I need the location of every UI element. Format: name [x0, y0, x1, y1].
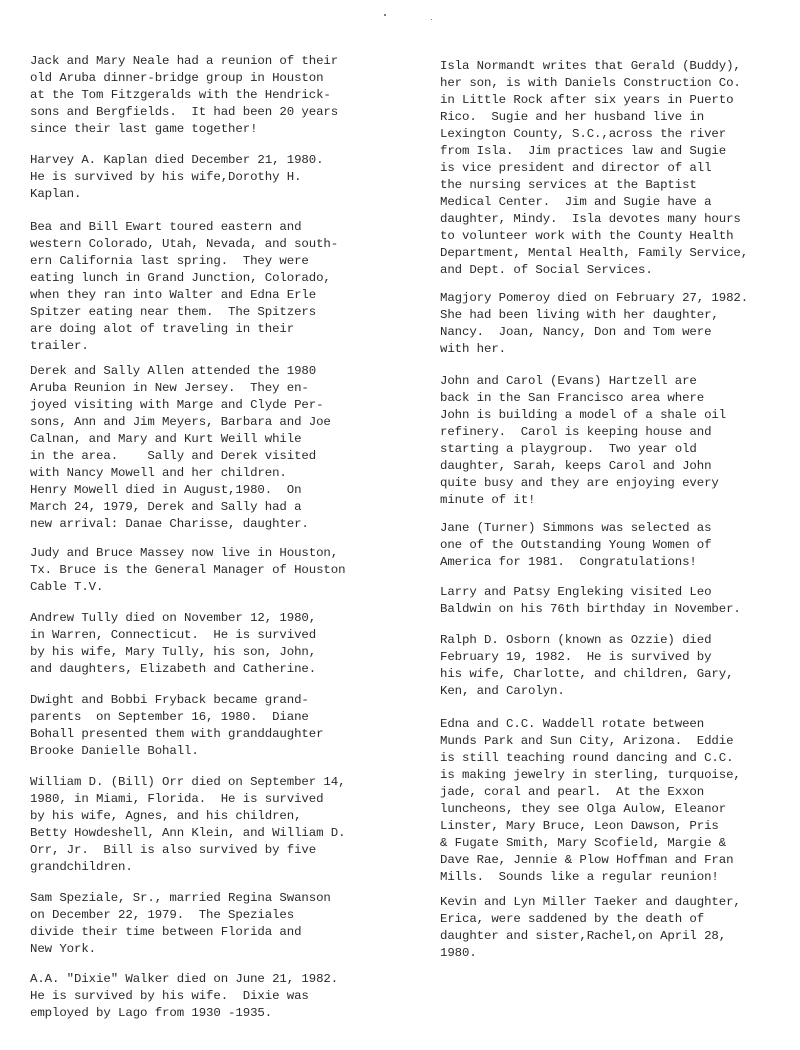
news-item-taeker-family: Kevin and Lyn Miller Taeker and daughter, Erica, were saddened by the death of daughter and sister,Rachel,on April 28, 1980.: [440, 895, 741, 960]
news-item-pomeroy-obituary: Magjory Pomeroy died on February 27, 1982. She had been living with her daughter, Nancy. Joan, Nancy, Don and Tom were with her.: [440, 291, 749, 356]
news-item-orr-obituary: William D. (Bill) Orr died on September 14, 1980, in Miami, Florida. He is survived by his wife, Agnes, and his children, Betty Howdeshell, Ann Klein, and William D. Orr, Jr. Bill is also survived by five grandchildren.: [30, 775, 346, 874]
news-item-waddell-arizona: Edna and C.C. Waddell rotate between Munds Park and Sun City, Arizona. Eddie is still teaching round dancing and C.C. is making jewelry in sterling, turquoise, jade, coral and pearl. At the Exxon luncheons, they see Olga Aulow, Eleanor Linster, Mary Bruce, Leon Dawson, Pris & Fugate Smith, Mary Scofield, Margie & Dave Rae, Jennie & Plow Hoffman and Fran Mills. Sounds like a regular reunion!: [440, 717, 741, 884]
news-item-walker-obituary: A.A. "Dixie" Walker died on June 21, 1982. He is survived by his wife. Dixie was employed by Lago from 1930 -1935.: [30, 972, 339, 1020]
news-item-engleking-visit: Larry and Patsy Engleking visited Leo Baldwin on his 76th birthday in November.: [440, 585, 741, 616]
scan-speck: [384, 14, 386, 16]
news-item-neale-reunion: Jack and Mary Neale had a reunion of their old Aruba dinner-bridge group in Houston at the Tom Fitzgeralds with the Hendrick- sons and Bergfields. It had been 20 years since their last game together!: [30, 54, 339, 136]
news-item-hartzell-family: John and Carol (Evans) Hartzell are back in the San Francisco area where John is building a model of a shale oil refinery. Carol is keeping house and starting a playgroup. Two year old daughter, Sarah, keeps Carol and John quite busy and they are enjoying every minute of it!: [440, 374, 727, 507]
news-item-simmons-award: Jane (Turner) Simmons was selected as one of the Outstanding Young Women of America for 1981. Congratulations!: [440, 521, 712, 569]
news-item-fryback-grandparents: Dwight and Bobbi Fryback became grand- parents on September 16, 1980. Diane Bohall presented them with granddaughter Brooke Danielle Bohall.: [30, 693, 324, 758]
news-item-osborn-obituary: Ralph D. Osborn (known as Ozzie) died February 19, 1982. He is survived by his wife, Charlotte, and children, Gary, Ken, and Carolyn.: [440, 633, 734, 698]
news-item-tully-obituary: Andrew Tully died on November 12, 1980, in Warren, Connecticut. He is survived by his wife, Mary Tully, his son, John, and daughters, Elizabeth and Catherine.: [30, 611, 317, 676]
news-item-normandt-family: Isla Normandt writes that Gerald (Buddy), her son, is with Daniels Construction Co. in Little Rock after six years in Puerto Rico. Sugie and her husband live in Lexington County, S.C.,across the river from Isla. Jim practices law and Sugie is vice president and director of all the nursing services at the Baptist Medical Center. Jim and Sugie have a daughter, Mindy. Isla devotes many hours to volunteer work with the County Health Department, Mental Health, Family Service, and Dept. of Social Services.: [440, 59, 749, 277]
news-item-kaplan-obituary: Harvey A. Kaplan died December 21, 1980. He is survived by his wife,Dorothy H. Kaplan.: [30, 153, 324, 201]
news-item-allen-reunion: Derek and Sally Allen attended the 1980 Aruba Reunion in New Jersey. They en- joyed visiting with Marge and Clyde Per- sons, Ann and Jim Meyers, Barbara and Joe Calnan, and Mary and Kurt Weill while in the area. Sally and Derek visited with Nancy Mowell and her children. Henry Mowell died in August,1980. On March 24, 1979, Derek and Sally had a new arrival: Danae Charisse, daughter.: [30, 364, 331, 531]
news-item-ewart-travel: Bea and Bill Ewart toured eastern and western Colorado, Utah, Nevada, and south- ern California last spring. They were eating lunch in Grand Junction, Colorado, when they ran into Walter and Edna Erle Spitzer eating near them. The Spitzers are doing alot of traveling in their trailer.: [30, 220, 339, 353]
scan-speck: [431, 19, 432, 20]
news-item-massey-houston: Judy and Bruce Massey now live in Houston, Tx. Bruce is the General Manager of Houston Cable T.V.: [30, 546, 346, 594]
news-item-speziale-marriage: Sam Speziale, Sr., married Regina Swanson on December 22, 1979. The Speziales divide their time between Florida and New York.: [30, 891, 331, 956]
